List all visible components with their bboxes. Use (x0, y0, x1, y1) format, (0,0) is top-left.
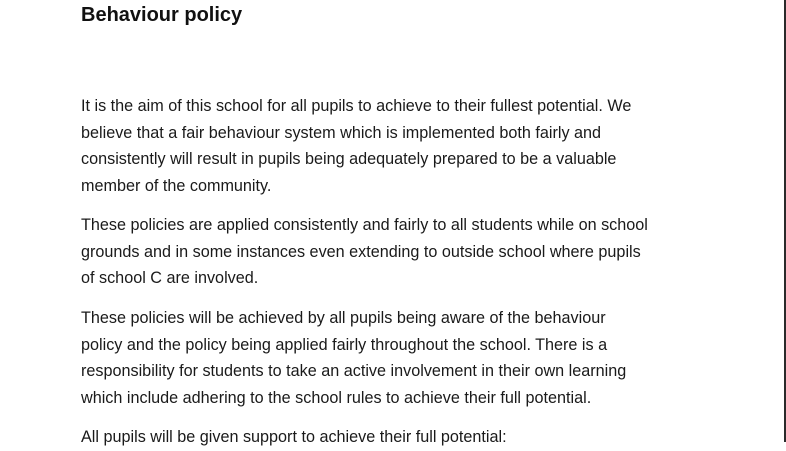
paragraph-line: policy and the policy being applied fairly throughout the school. There is a (81, 335, 608, 354)
paragraph-line: All pupils will be given support to achieve their full potential: (81, 428, 507, 446)
paragraph-line: believe that a fair behaviour system which is implemented both fairly and (81, 123, 602, 142)
paragraph-line: of school C are involved. (81, 269, 259, 287)
paragraph-line: consistently will result in pupils being adequately prepared to be a valuable (81, 150, 617, 168)
paragraph-achievement (81, 305, 626, 411)
paragraph-line: grounds and in some instances even extending to outside school where pupils (81, 242, 641, 261)
paragraph-line: which include adhering to the school rules to achieve their full potential. (81, 388, 592, 407)
paragraph-aim (81, 93, 631, 199)
paragraph-line: These policies will be achieved by all pupils being aware of the behaviour (81, 309, 606, 327)
paragraph-line: responsibility for students to take an active involvement in their own learning (81, 362, 627, 380)
document-title: Behaviour policy (81, 4, 243, 26)
paragraph-line: It is the aim of this school for all pupils to achieve to their fullest potential. We (81, 97, 632, 115)
paragraph-scope (81, 212, 648, 292)
paragraph-line: member of the community. (81, 176, 272, 195)
paragraph-support (81, 424, 507, 451)
paragraph-line: These policies are applied consistently and fairly to all students while on school (81, 216, 648, 234)
